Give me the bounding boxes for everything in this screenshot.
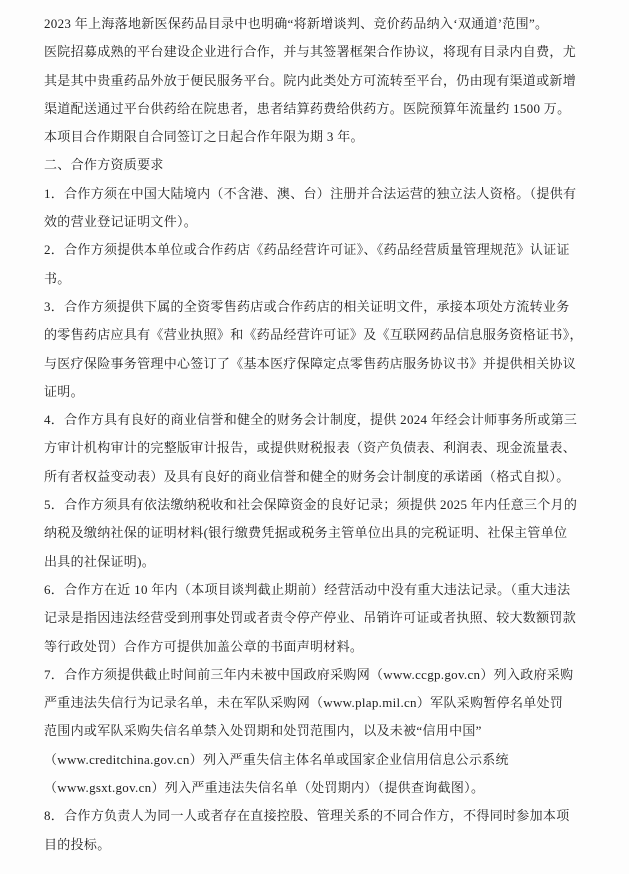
requirement-item-4 [44, 406, 591, 491]
text-line: 本项目合作期限自合同签订之日起合作年限为期 3 年。 [44, 129, 364, 145]
text-line: 4．合作方具有良好的商业信誉和健全的财务会计制度，提供 2024 年经会计师事务所或第三 [44, 412, 578, 428]
text-line: 所有者权益变动表）及具有良好的商业信誉和健全的财务会计制度的承诺函（格式自拟）。 [44, 468, 570, 484]
text-line: 8．合作方负责人为同一人或者存在直接控股、管理关系的不同合作方，不得同时参加本项 [44, 808, 570, 824]
intro-paragraph [44, 10, 591, 151]
requirement-item-2 [44, 236, 591, 293]
text-line: 严重违法失信行为记录名单，未在军队采购网（www.plap.mil.cn）军队采购暂停名单处罚 [44, 695, 564, 711]
requirements-list [44, 180, 591, 859]
text-line: 记录是指因违法经营受到刑事处罚或者责令停产停业、吊销许可证或者执照、较大数额罚款 [44, 610, 577, 626]
text-line: 5．合作方须具有依法缴纳税收和社会保障资金的良好记录；须提供 2025 年内任意三个月的 [44, 497, 578, 513]
text-line: 目的投标。 [44, 836, 111, 852]
text-line: 其是其中贵重药品外放于便民服务平台。院内此类处方可流转至平台，仍由现有渠道或新增 [44, 72, 577, 88]
text-line: 1．合作方须在中国大陆境内（不含港、澳、台）注册并合法运营的独立法人资格。（提供有 [44, 185, 577, 201]
requirement-item-8 [44, 802, 591, 859]
text-line: 与医疗保险事务管理中心签订了《基本医疗保障定点零售药店服务协议书》并提供相关协议 [44, 355, 577, 371]
text-line: 范围内或军队采购失信名单禁入处罚期和处罚范围内，以及未被“信用中国” [44, 723, 482, 739]
text-line: 7．合作方须提供截止时间前三年内未被中国政府采购网（www.ccgp.gov.cn）列入政府采购 [44, 666, 574, 682]
text-line: 效的营业登记证明文件）。 [44, 214, 198, 230]
requirement-item-6 [44, 576, 591, 661]
text-line: 证明。 [44, 383, 84, 399]
text-line: 书。 [44, 270, 71, 286]
text-line: 3．合作方须提供下属的全资零售药店或合作药店的相关证明文件，承接本项处方流转业务 [44, 298, 570, 314]
requirement-item-1 [44, 180, 591, 237]
text-line: 2．合作方须提供本单位或合作药店《药品经营许可证》、《药品经营质量管理规范》认证证 [44, 242, 570, 258]
requirement-item-3 [44, 293, 591, 406]
text-line: 6．合作方在近 10 年内（本项目谈判截止期前）经营活动中没有重大违法记录。（重大违法 [44, 581, 571, 597]
text-line: 纳税及缴纳社保的证明材料(银行缴费凭据或税务主管单位出具的完税证明、社保主管单位 [44, 525, 568, 541]
section-heading: 二、合作方资质要求 [44, 157, 164, 173]
text-line: 方审计机构审计的完整版审计报告，或提供财税报表（资产负债表、利润表、现金流量表、 [44, 440, 577, 456]
requirement-item-5 [44, 491, 591, 576]
text-line: 2023 年上海落地新医保药品目录中也明确“将新增谈判、竞价药品纳入‘双通道’范围”。 [44, 16, 549, 31]
text-line: 渠道配送通过平台供药给在院患者，患者结算药费给供药方。医院预算年流量约 1500 万。 [44, 100, 571, 116]
requirement-item-7 [44, 661, 591, 802]
text-line: 医院招募成熟的平台建设企业进行合作，并与其签署框架合作协议，将现有目录内自费，尤 [44, 44, 577, 60]
text-line: 出具的社保证明)。 [44, 553, 156, 569]
text-line: （www.creditchina.gov.cn）列入严重失信主体名单或国家企业信用信息公示系统 [44, 751, 509, 767]
text-line: 的零售药店应具有《营业执照》和《药品经营许可证》及《互联网药品信息服务资格证书》， [44, 327, 583, 343]
text-line: 等行政处罚）合作方可提供加盖公章的书面声明材料。 [44, 638, 364, 654]
text-line: （www.gsxt.gov.cn）列入严重违法失信名单（处罚期内）（提供查询截图）。 [44, 780, 485, 796]
